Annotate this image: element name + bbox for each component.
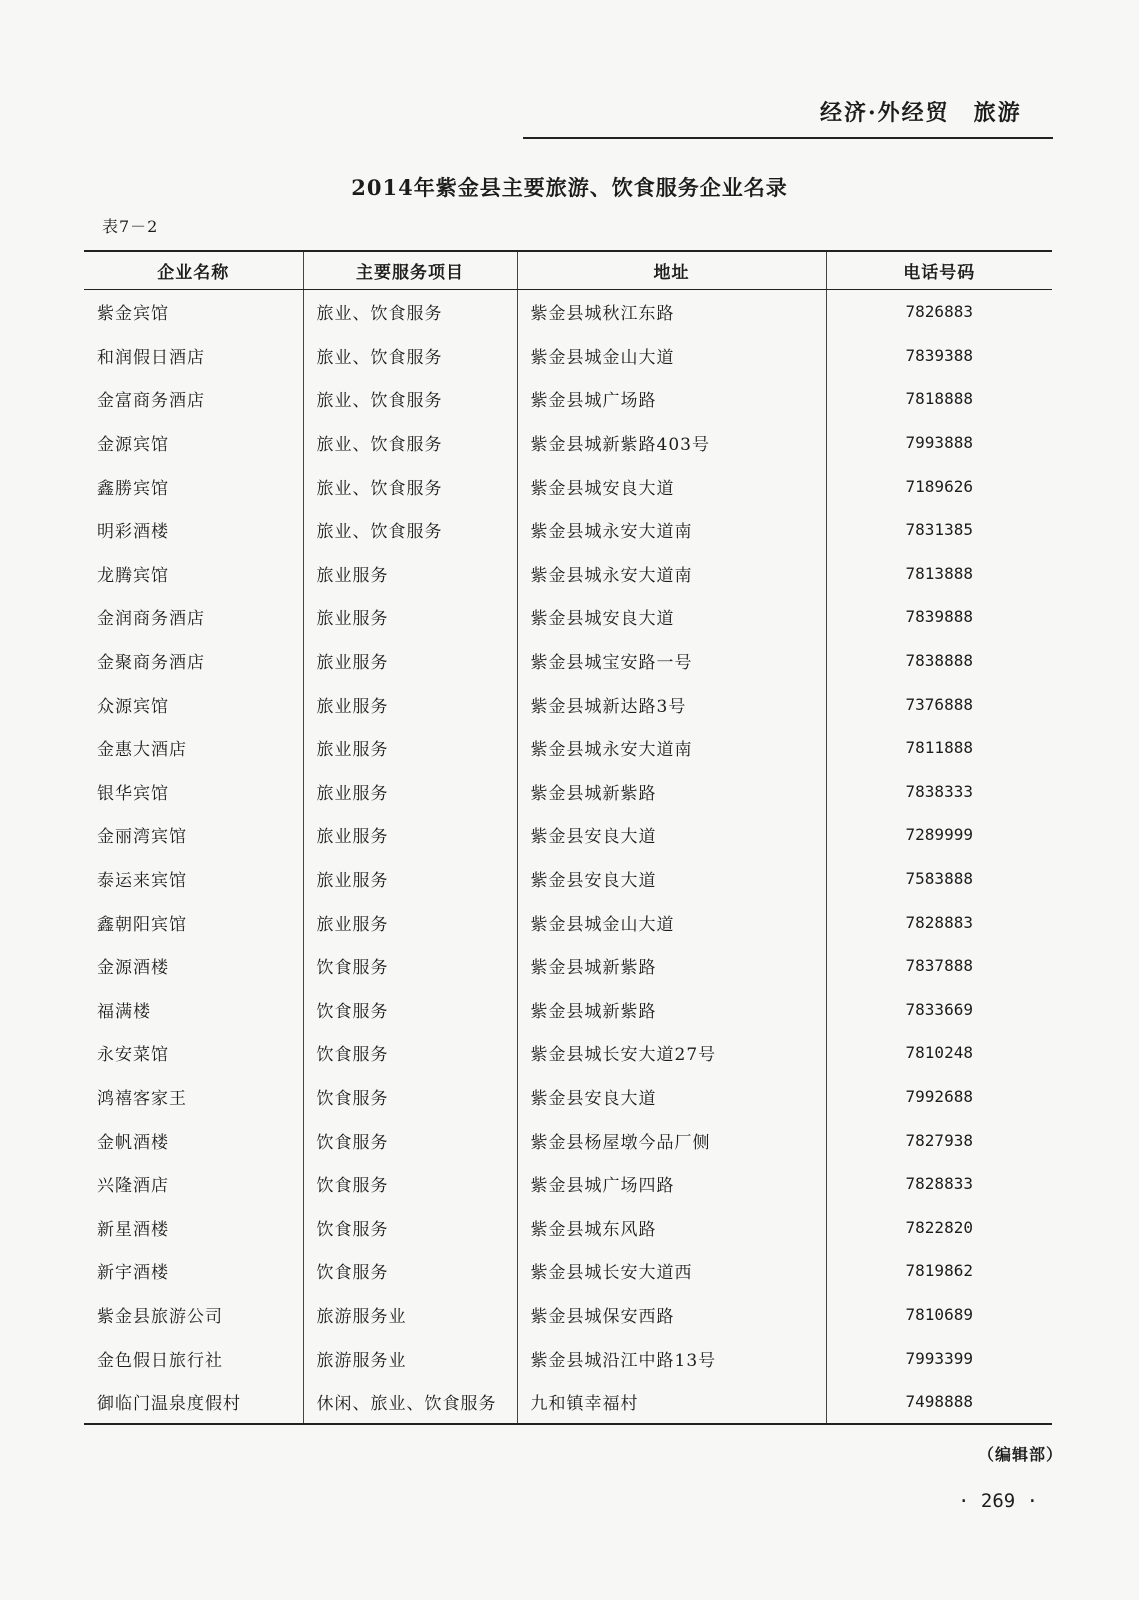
column-header-service: 主要服务项目 (303, 251, 517, 290)
table-row (84, 377, 1052, 421)
cell-phone: 7993888 (826, 421, 1052, 465)
cell-address: 紫金县城宝安路一号 (517, 639, 826, 683)
cell-name: 金聚商务酒店 (97, 653, 205, 674)
cell-service: 旅业服务 (303, 726, 517, 770)
cell-address: 紫金县安良大道 (517, 813, 826, 857)
cell-address: 紫金县城金山大道 (517, 334, 826, 378)
cell-address: 紫金县城金山大道 (517, 900, 826, 944)
cell-name: 鑫勝宾馆 (97, 478, 169, 499)
cell-service: 饮食服务 (303, 1075, 517, 1119)
header-rule (523, 137, 1053, 139)
table-row (84, 508, 1052, 552)
cell-service: 旅业、饮食服务 (303, 334, 517, 378)
table-row (84, 857, 1052, 901)
table-header-row (84, 251, 1052, 290)
cell-service: 旅业服务 (303, 682, 517, 726)
cell-phone: 7833669 (826, 988, 1052, 1032)
cell-address: 紫金县城沿江中路13号 (517, 1336, 826, 1380)
table-row (84, 1118, 1052, 1162)
cell-name: 金帆酒楼 (97, 1132, 169, 1153)
cell-service: 饮食服务 (303, 944, 517, 988)
cell-phone: 7810248 (826, 1031, 1052, 1075)
cell-service: 饮食服务 (303, 988, 517, 1032)
cell-service: 旅业服务 (303, 813, 517, 857)
cell-phone: 7818888 (826, 377, 1052, 421)
cell-service: 旅业服务 (303, 857, 517, 901)
cell-name: 金惠大酒店 (97, 740, 187, 761)
cell-phone: 7189626 (826, 464, 1052, 508)
cell-name: 泰运来宾馆 (97, 871, 187, 892)
cell-name: 鸿禧客家王 (97, 1088, 187, 1109)
cell-phone: 7828883 (826, 900, 1052, 944)
cell-address: 紫金县城永安大道南 (517, 726, 826, 770)
cell-phone: 7819862 (826, 1249, 1052, 1293)
cell-name: 金源酒楼 (97, 958, 169, 979)
cell-address: 紫金县城新达路3号 (517, 682, 826, 726)
cell-name: 金丽湾宾馆 (97, 827, 187, 848)
cell-address: 紫金县城东风路 (517, 1205, 826, 1249)
table-row (84, 334, 1052, 378)
cell-address: 九和镇幸福村 (517, 1380, 826, 1425)
table-row (84, 1031, 1052, 1075)
table-row (84, 1075, 1052, 1119)
source-note: （编辑部） (978, 1445, 1064, 1464)
cell-service: 旅游服务业 (303, 1336, 517, 1380)
table-row (84, 421, 1052, 465)
cell-phone: 7289999 (826, 813, 1052, 857)
enterprise-table (84, 250, 1052, 1425)
table-row (84, 1205, 1052, 1249)
cell-phone: 7811888 (826, 726, 1052, 770)
cell-phone: 7993399 (826, 1336, 1052, 1380)
cell-address: 紫金县安良大道 (517, 857, 826, 901)
cell-address: 紫金县安良大道 (517, 1075, 826, 1119)
table-row (84, 900, 1052, 944)
cell-phone: 7498888 (826, 1380, 1052, 1425)
cell-phone: 7826883 (826, 290, 1052, 334)
cell-address: 紫金县城新紫路 (517, 988, 826, 1032)
cell-service: 休闲、旅业、饮食服务 (303, 1380, 517, 1425)
table-row (84, 1249, 1052, 1293)
cell-address: 紫金县城保安西路 (517, 1293, 826, 1337)
cell-phone: 7813888 (826, 552, 1052, 596)
table-body (84, 290, 1052, 1425)
cell-name: 银华宾馆 (97, 783, 169, 804)
table-row (84, 595, 1052, 639)
cell-service: 旅业服务 (303, 900, 517, 944)
table-row (84, 944, 1052, 988)
cell-service: 旅业服务 (303, 552, 517, 596)
cell-address: 紫金县城安良大道 (517, 595, 826, 639)
cell-address: 紫金县城新紫路 (517, 944, 826, 988)
cell-service: 旅业服务 (303, 639, 517, 683)
cell-service: 饮食服务 (303, 1118, 517, 1162)
cell-name: 福满楼 (97, 1001, 151, 1022)
cell-address: 紫金县城广场四路 (517, 1162, 826, 1206)
cell-phone: 7822820 (826, 1205, 1052, 1249)
cell-name: 永安菜馆 (97, 1045, 169, 1066)
table-row (84, 1336, 1052, 1380)
cell-service: 饮食服务 (303, 1162, 517, 1206)
column-header-phone: 电话号码 (826, 251, 1052, 290)
table-row (84, 464, 1052, 508)
cell-phone: 7837888 (826, 944, 1052, 988)
cell-name: 新宇酒楼 (97, 1263, 169, 1284)
cell-name: 龙腾宾馆 (97, 565, 169, 586)
table-label: 表7－2 (102, 217, 159, 236)
document-title: 2014年紫金县主要旅游、饮食服务企业名录 (351, 175, 788, 200)
cell-phone: 7583888 (826, 857, 1052, 901)
cell-name: 金富商务酒店 (97, 391, 205, 412)
table-row (84, 552, 1052, 596)
column-header-name: 企业名称 (84, 251, 303, 290)
cell-address: 紫金县城长安大道西 (517, 1249, 826, 1293)
page-number: · 269 · (958, 1490, 1039, 1512)
cell-name: 金色假日旅行社 (97, 1350, 223, 1371)
table-row (84, 1380, 1052, 1425)
cell-name: 金源宾馆 (97, 435, 169, 456)
table-row (84, 988, 1052, 1032)
cell-service: 旅业服务 (303, 770, 517, 814)
table-row (84, 813, 1052, 857)
cell-address: 紫金县城新紫路 (517, 770, 826, 814)
cell-service: 旅业、饮食服务 (303, 508, 517, 552)
cell-service: 旅业、饮食服务 (303, 290, 517, 334)
cell-service: 旅业服务 (303, 595, 517, 639)
cell-service: 饮食服务 (303, 1205, 517, 1249)
cell-name: 御临门温泉度假村 (84, 1380, 303, 1425)
cell-phone: 7838888 (826, 639, 1052, 683)
cell-name: 紫金宾馆 (97, 304, 169, 325)
cell-address: 紫金县城新紫路403号 (517, 421, 826, 465)
cell-address: 紫金县城秋江东路 (517, 290, 826, 334)
table-row (84, 1162, 1052, 1206)
cell-phone: 7838333 (826, 770, 1052, 814)
cell-name: 和润假日酒店 (97, 347, 205, 368)
cell-name: 新星酒楼 (97, 1219, 169, 1240)
cell-service: 旅业、饮食服务 (303, 421, 517, 465)
cell-service: 饮食服务 (303, 1031, 517, 1075)
cell-phone: 7827938 (826, 1118, 1052, 1162)
cell-address: 紫金县杨屋墩今品厂侧 (517, 1118, 826, 1162)
table-row (84, 770, 1052, 814)
table-row (84, 682, 1052, 726)
column-header-address: 地址 (517, 251, 826, 290)
cell-name: 明彩酒楼 (97, 522, 169, 543)
cell-phone: 7839888 (826, 595, 1052, 639)
table-row (84, 726, 1052, 770)
cell-phone: 7810689 (826, 1293, 1052, 1337)
cell-phone: 7376888 (826, 682, 1052, 726)
cell-address: 紫金县城安良大道 (517, 464, 826, 508)
cell-phone: 7831385 (826, 508, 1052, 552)
cell-service: 旅业、饮食服务 (303, 377, 517, 421)
cell-service: 旅游服务业 (303, 1293, 517, 1337)
cell-service: 旅业、饮食服务 (303, 464, 517, 508)
cell-name: 紫金县旅游公司 (97, 1306, 223, 1327)
cell-phone: 7992688 (826, 1075, 1052, 1119)
section-header: 经济·外经贸 旅游 (820, 100, 1022, 126)
cell-service: 饮食服务 (303, 1249, 517, 1293)
cell-name: 兴隆酒店 (97, 1176, 169, 1197)
cell-address: 紫金县城永安大道南 (517, 508, 826, 552)
table-row (84, 290, 1052, 334)
cell-address: 紫金县城永安大道南 (517, 552, 826, 596)
cell-name: 众源宾馆 (97, 696, 169, 717)
cell-address: 紫金县城广场路 (517, 377, 826, 421)
cell-phone: 7839388 (826, 334, 1052, 378)
cell-phone: 7828833 (826, 1162, 1052, 1206)
cell-address: 紫金县城长安大道27号 (517, 1031, 826, 1075)
table-row (84, 1293, 1052, 1337)
cell-name: 金润商务酒店 (97, 609, 205, 630)
cell-name: 鑫朝阳宾馆 (97, 914, 187, 935)
table-row (84, 639, 1052, 683)
